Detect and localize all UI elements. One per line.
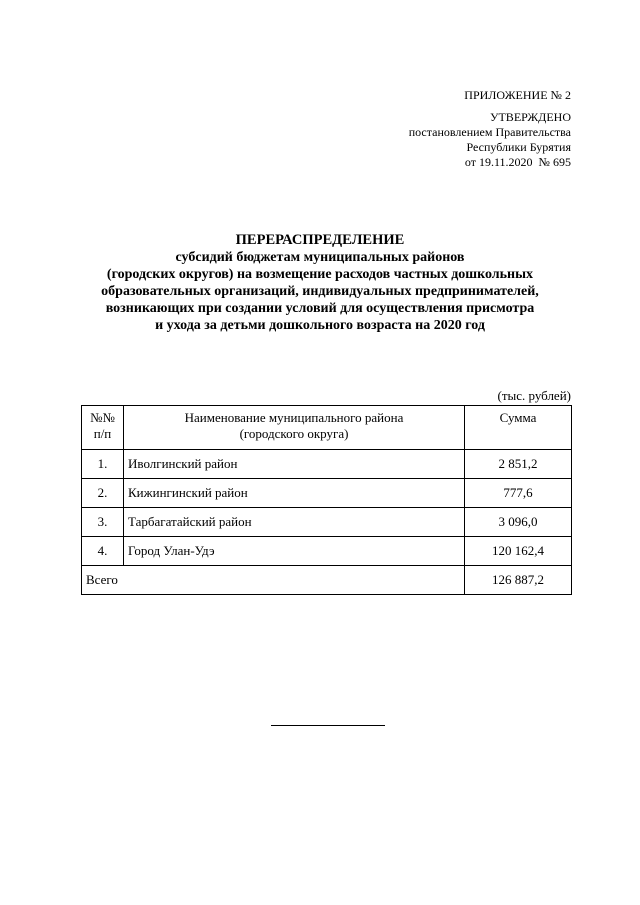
title-line: и ухода за детьми дошкольного возраста на 2020 год [155,318,485,333]
row-sum: 777,6 [465,479,572,508]
header-name [124,406,465,450]
table-row [82,479,572,508]
header-name-line: (городского округа) [239,426,349,441]
row-num: 3. [82,508,124,537]
approval-block [409,110,571,170]
approved-label: УТВЕРЖДЕНО [489,110,571,124]
row-sum: 120 162,4 [465,537,572,566]
total-row [82,566,572,595]
row-name: Тарбагатайский район [124,508,465,537]
table-header-row [82,406,572,450]
title-line: субсидий бюджетам муниципальных районов [175,250,465,265]
page-title: ПЕРЕРАСПРЕДЕЛЕНИЕ [235,232,405,248]
row-num: 4. [82,537,124,566]
table-row [82,508,572,537]
row-name: Город Улан-Удэ [124,537,465,566]
header-num-line: №№ [90,410,115,425]
table-row [82,450,572,479]
appendix-number: ПРИЛОЖЕНИЕ № 2 [464,88,571,102]
header-num [82,406,124,450]
subsidy-table [81,405,572,595]
title-line: возникающих при создании условий для осуществления присмотра [105,301,535,316]
row-name: Иволгинский район [124,450,465,479]
row-name: Кижингинский район [124,479,465,508]
document-title [70,232,570,334]
units-label: (тыс. рублей) [497,388,571,403]
footer-divider [271,725,385,726]
header-sum: Сумма [465,406,572,450]
row-num: 1. [82,450,124,479]
header-name-line: Наименование муниципального района [184,410,404,425]
row-num: 2. [82,479,124,508]
total-sum: 126 887,2 [465,566,572,595]
row-sum: 3 096,0 [465,508,572,537]
approved-date-line: от 19.11.2020 № 695 [464,155,571,169]
title-line: (городских округов) на возмещение расходов частных дошкольных [106,267,534,282]
total-label: Всего [82,566,465,595]
approved-by-line: Республики Бурятия [466,140,571,154]
table-row [82,537,572,566]
header-num-line: п/п [93,426,112,441]
approved-by-line: постановлением Правительства [408,125,571,139]
title-line: образовательных организаций, индивидуальных предпринимателей, [101,284,539,299]
row-sum: 2 851,2 [465,450,572,479]
